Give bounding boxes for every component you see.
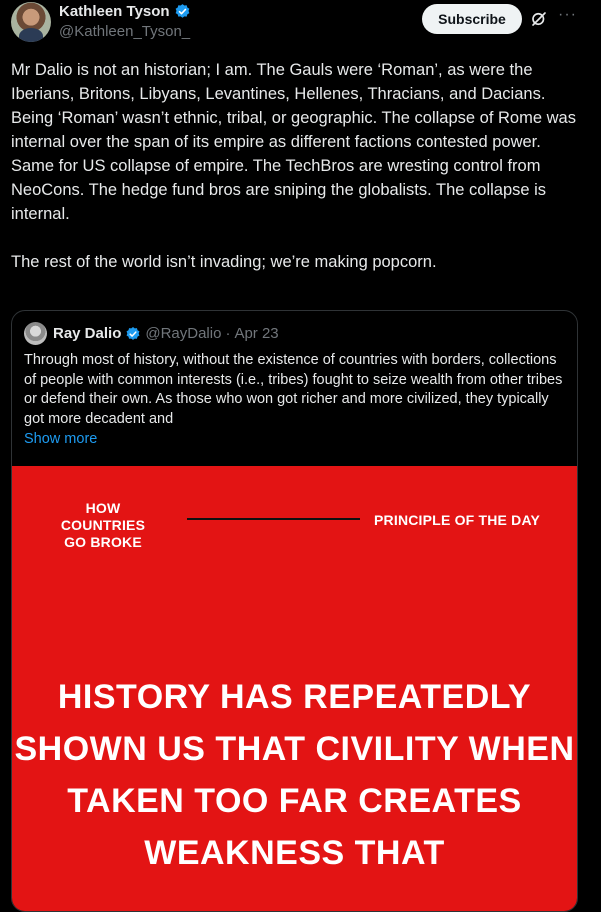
subscribe-button[interactable]: Subscribe [422,4,522,34]
header-separator: · [225,325,231,342]
author-avatar[interactable] [11,2,51,42]
verified-badge-icon [125,326,141,342]
quoted-tweet-text: Through most of history, without the existence of countries with borders, collections of people with common interests (i.e., tribes) fought to seize wealth from other tribes or defend their own. As those who won got richer and more civilized, they typically got more decadent and [24,352,563,427]
more-options-icon[interactable]: ··· [558,6,577,23]
show-more-link[interactable]: Show more [24,431,98,447]
grok-icon[interactable] [530,10,548,28]
tweet-text: Mr Dalio is not an historian; I am. The Gauls were ‘Roman’, as were the Iberians, Britons, Libyans, Levantines, Hellenes, Thracians, and Dacians. Being ‘Roman’ wasn’t ethnic, tribal, or geographic. The collapse of Rome was internal over the span of its empire as different factions contested power. Same for US collapse of empire. The TechBros are wresting control from NeoCons. The hedge fund bros are sniping the globalists. The collapse is internal. The rest of the world isn’t invading; we’re making popcorn. [11,61,576,271]
author-name-row[interactable] [59,3,191,20]
author-block [59,3,191,40]
quoted-tweet-image[interactable] [12,466,577,912]
quoted-tweet-date[interactable]: Apr 23 [234,325,279,342]
image-principle-label: PRINCIPLE OF THE DAY [374,512,541,528]
quoted-tweet-header [53,325,279,342]
quoted-author-handle[interactable]: @RayDalio [145,325,222,342]
verified-badge-icon [174,3,191,20]
image-series-label: HOW COUNTRIES GO BROKE [60,500,146,550]
quoted-tweet[interactable] [11,310,578,912]
author-name[interactable]: Kathleen Tyson [59,3,170,20]
quoted-author-avatar[interactable] [24,322,47,345]
image-headline: HISTORY HAS REPEATEDLY SHOWN US THAT CIVILITY WHEN TAKEN TOO FAR CREATES WEAKNESS THAT [14,678,575,872]
author-handle[interactable]: @Kathleen_Tyson_ [59,23,191,40]
image-divider-line [187,518,360,520]
quoted-author-name[interactable]: Ray Dalio [53,325,122,342]
